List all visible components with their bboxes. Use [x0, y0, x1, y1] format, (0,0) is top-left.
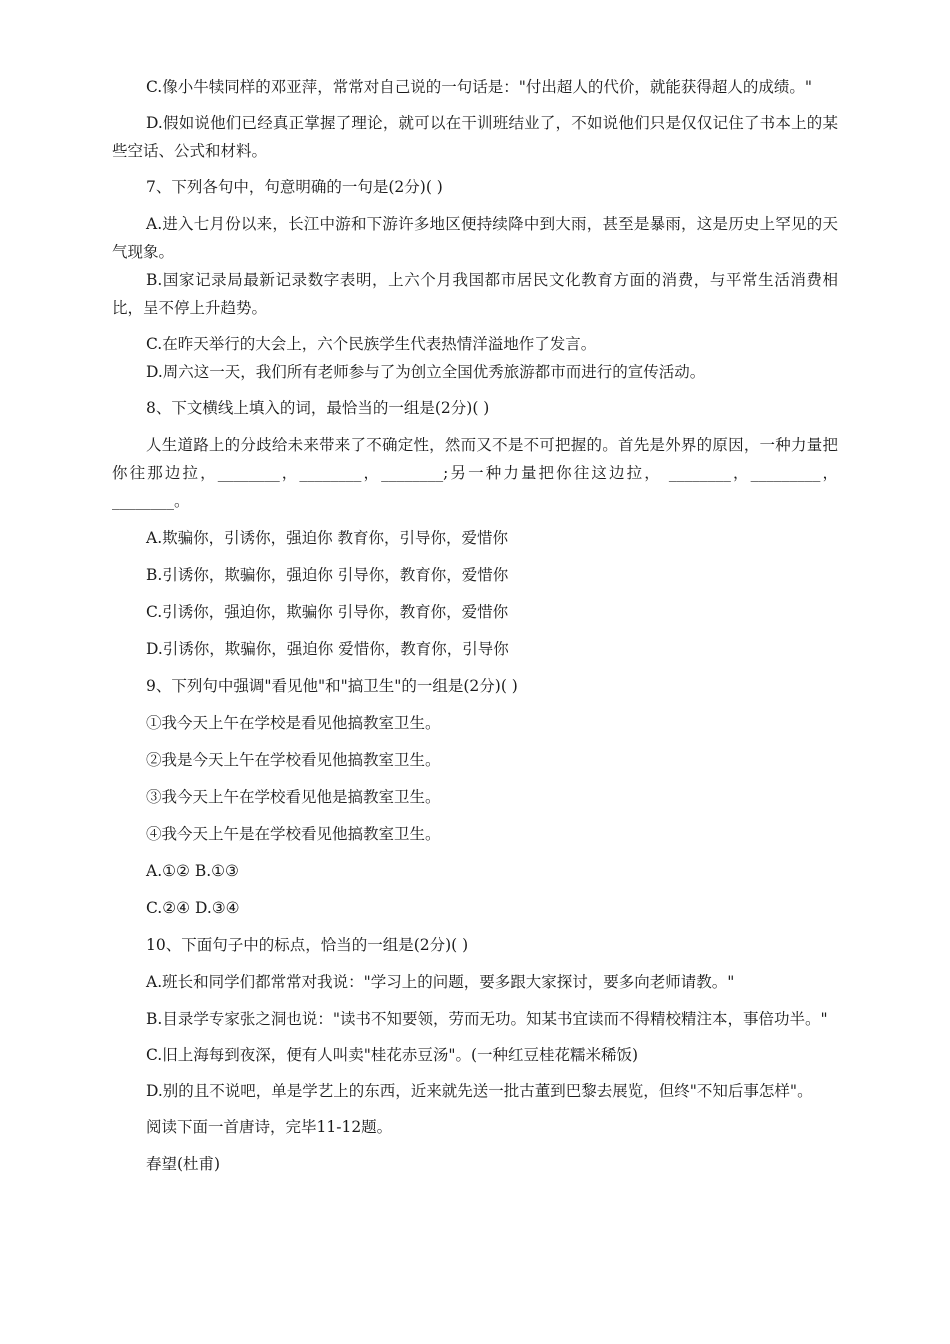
q9-sentence-2: ②我是今天上午在学校看见他搞教室卫生。	[146, 751, 441, 769]
q7-stem: 7、下列各句中，句意明确的一句是(2分)( )	[146, 178, 443, 196]
q7-option-c: C.在昨天举行的大会上，六个民族学生代表热情洋溢地作了发言。	[146, 335, 597, 353]
q10-option-d: D.别的且不说吧，单是学艺上的东西，近来就先送一批古董到巴黎去展览，但终"不知后事怎样"。	[146, 1082, 813, 1100]
q9-sentence-3: ③我今天上午在学校看见他是搞教室卫生。	[146, 788, 441, 806]
q8-stem: 8、下文横线上填入的词，最恰当的一组是(2分)( )	[146, 399, 490, 417]
q9-options-cd: C.②④ D.③④	[146, 899, 240, 917]
q10-option-b: B.目录学专家张之洞也说："读书不知要领，劳而无功。知某书宜读而不得精校精注本，事倍功半。"	[146, 1010, 828, 1028]
poem-title: 春望(杜甫)	[146, 1155, 221, 1173]
q9-sentence-4: ④我今天上午是在学校看见他搞教室卫生。	[146, 825, 441, 843]
q9-options-ab: A.①② B.①③	[146, 862, 239, 880]
q8-option-c: C.引诱你，强迫你，欺骗你 引导你，教育你，爱惜你	[146, 603, 509, 621]
q7-option-b: B.国家记录局最新记录数字表明，上六个月我国都市居民文化教育方面的消费，与平常生活消费相比，呈不停上升趋势。	[112, 271, 838, 317]
q10-stem: 10、下面句子中的标点，恰当的一组是(2分)( )	[146, 936, 469, 954]
q8-option-b: B.引诱你，欺骗你，强迫你 引导你，教育你，爱惜你	[146, 566, 509, 584]
q9-stem: 9、下列句中强调"看见他"和"搞卫生"的一组是(2分)( )	[146, 677, 518, 695]
q8-passage: 人生道路上的分歧给未来带来了不确定性，然而又不是不可把握的。首先是外界的原因，一种力量把你往那边拉，________，________，________;另一种力量把你往这边拉， ________，_________，________。	[112, 436, 838, 510]
q10-option-c: C.旧上海每到夜深，便有人叫卖"桂花赤豆汤"。(一种红豆桂花糯米稀饭)	[146, 1046, 639, 1064]
q10-option-a: A.班长和同学们都常常对我说："学习上的问题，要多跟大家探讨，要多向老师请教。"	[146, 973, 735, 991]
q8-option-d: D.引诱你，欺骗你，强迫你 爱惜你，教育你，引导你	[146, 640, 509, 658]
q7-option-a: A.进入七月份以来，长江中游和下游许多地区便持续降中到大雨，甚至是暴雨，这是历史上罕见的天气现象。	[112, 215, 838, 261]
q6-option-c: C.像小牛犊同样的邓亚萍，常常对自己说的一句话是："付出超人的代价，就能获得超人的成绩。"	[146, 78, 812, 96]
q6-option-d: D.假如说他们已经真正掌握了理论，就可以在干训班结业了，不如说他们只是仅仅记住了书本上的某些空话、公式和材料。	[112, 114, 838, 160]
reading-instruction: 阅读下面一首唐诗，完毕11-12题。	[146, 1118, 393, 1136]
q9-sentence-1: ①我今天上午在学校是看见他搞教室卫生。	[146, 714, 441, 732]
q8-option-a: A.欺骗你，引诱你，强迫你 教育你，引导你，爱惜你	[146, 529, 509, 547]
document-page	[112, 73, 838, 1186]
q7-option-d: D.周六这一天，我们所有老师参与了为创立全国优秀旅游都市而进行的宣传活动。	[146, 363, 706, 381]
